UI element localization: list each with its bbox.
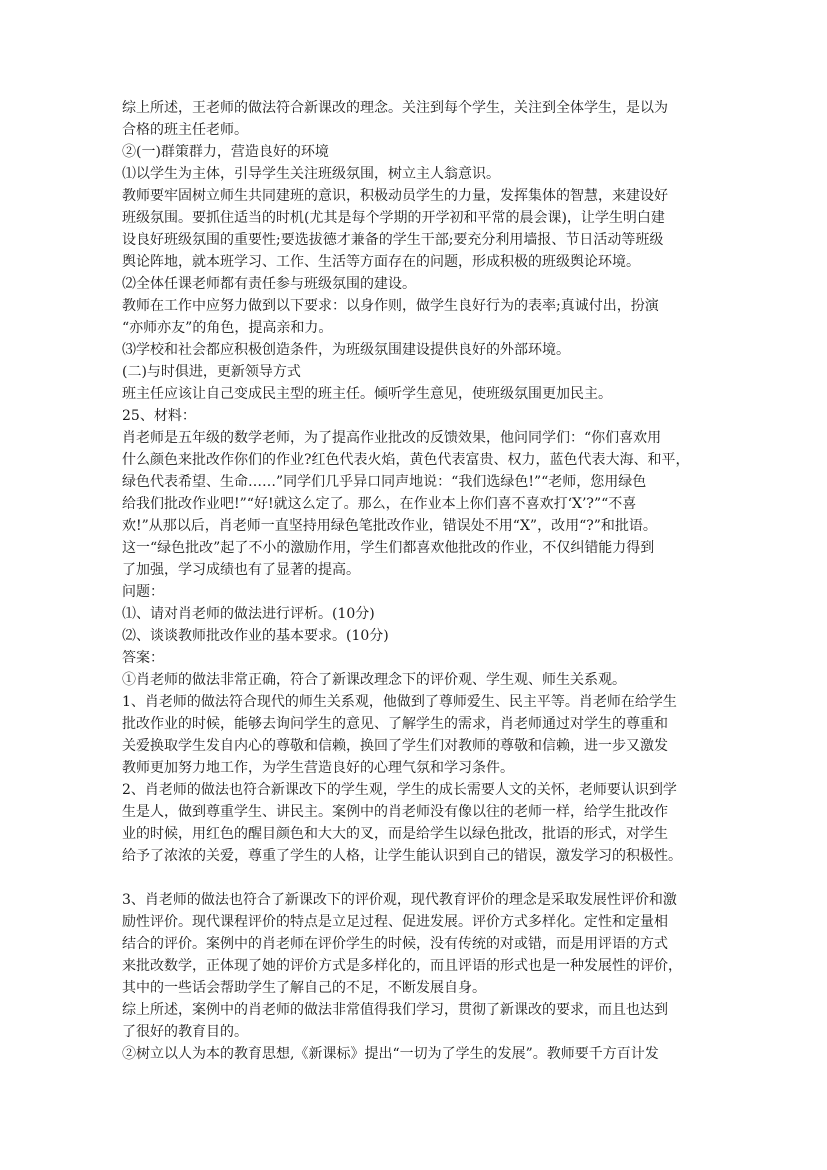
- text-line: 2、肖老师的做法也符合新课改下的学生观，学生的成长需要人文的关怀，老师要认识到学: [122, 782, 677, 798]
- text-line: 设良好班级氛围的重要性;要选拔德才兼备的学生干部;要充分利用墙报、节日活动等班级: [122, 232, 664, 248]
- text-line: 综上所述，案例中的肖老师的做法非常值得我们学习，贯彻了新课改的要求，而且也达到: [122, 1002, 668, 1018]
- text-line: 来批改数学，正体现了她的评价方式是多样化的，而且评语的形式也是一种发展性的评价，: [122, 958, 682, 974]
- text-line: 了很好的教育目的。: [122, 1024, 248, 1040]
- text-line: 问题：: [122, 584, 164, 600]
- text-line: ②(一)群策群力，营造良好的环境: [122, 144, 329, 160]
- text-line: 1、肖老师的做法符合现代的师生关系观，他做到了尊师爱生、民主平等。肖老师在给学生: [122, 694, 677, 710]
- text-line: (二)与时俱进，更新领导方式: [122, 364, 301, 380]
- text-line: 欢!”从那以后，肖老师一直坚持用绿色笔批改作业，错误处不用“X”，改用“?”和批语。: [122, 518, 657, 534]
- text-line: 绿色代表希望、生命……”同学们几乎异口同声地说：“我们选绿色!”“老师，您用绿色: [122, 474, 647, 490]
- text-line: 合格的班主任老师。: [122, 122, 248, 138]
- text-line: 生是人，做到尊重学生、讲民主。案例中的肖老师没有像以往的老师一样，给学生批改作: [122, 804, 668, 820]
- text-line: 给我们批改作业吧!”“好!就这么定了。那么，在作业本上你们喜不喜欢打‘X’?”“不喜: [122, 496, 637, 512]
- text-line: ②树立以人为本的教育思想,《新课标》提出“一切为了学生的发展”。教师要千方百计发: [122, 1046, 659, 1062]
- text-line: 3、肖老师的做法也符合了新课改下的评价观，现代教育评价的理念是采取发展性评价和激: [122, 892, 677, 908]
- text-line: ⑶学校和社会都应积极创造条件，为班级氛围建设提供良好的外部环境。: [122, 342, 570, 358]
- text-line: 肖老师是五年级的数学老师，为了提高作业批改的反馈效果，他问同学们：“你们喜欢用: [122, 430, 662, 446]
- text-line: ⑵全体任课老师都有责任参与班级氛围的建设。: [122, 276, 416, 292]
- document-body: [122, 97, 712, 1065]
- text-line: ⑴以学生为主体，引导学生关注班级氛围，树立主人翁意识。: [122, 166, 500, 182]
- text-line: 答案：: [122, 650, 164, 666]
- text-line: “亦师亦友”的角色，提高亲和力。: [122, 320, 333, 336]
- text-line: 教师在工作中应努力做到以下要求：以身作则，做学生良好行为的表率;真诚付出，扮演: [122, 298, 659, 314]
- text-line: 教师更加努力地工作，为学生营造良好的心理气氛和学习条件。: [122, 760, 514, 776]
- text-line: 了加强，学习成绩也有了显著的提高。: [122, 562, 360, 578]
- text-line: 这一“绿色批改”起了不小的激励作用，学生们都喜欢他批改的作业，不仅纠错能力得到: [122, 540, 655, 556]
- text-line: 给予了浓浓的关爱，尊重了学生的人格，让学生能认识到自己的错误，激发学习的积极性。: [122, 848, 682, 864]
- text-line: 关爱换取学生发自内心的尊敬和信赖，换回了学生们对教师的尊敬和信赖，进一步又激发: [122, 738, 668, 754]
- text-line: ⑴、请对肖老师的做法进行评析。(10分): [122, 606, 375, 622]
- text-line: 批改作业的时候，能够去询问学生的意见、了解学生的需求，肖老师通过对学生的尊重和: [122, 716, 668, 732]
- text-line: 25、材料：: [122, 408, 196, 424]
- text-line: ⑵、谈谈教师批改作业的基本要求。(10分): [122, 628, 389, 644]
- text-line: 其中的一些话会帮助学生了解自己的不足，不断发展自身。: [122, 980, 486, 996]
- text-line: 综上所述，王老师的做法符合新课改的理念。关注到每个学生，关注到全体学生，是以为: [122, 100, 668, 116]
- text-line: 什么颜色来批改作你们的作业?红色代表火焰，黄色代表富贵、权力，蓝色代表大海、和平，: [122, 452, 690, 468]
- text-line: 教师要牢固树立师生共同建班的意识，积极动员学生的力量，发挥集体的智慧，来建设好: [122, 188, 668, 204]
- text-line: 班级氛围。要抓住适当的时机(尤其是每个学期的开学初和平常的晨会课)，让学生明白建: [122, 210, 665, 226]
- text-line: 励性评价。现代课程评价的特点是立足过程、促进发展。评价方式多样化。定性和定量相: [122, 914, 668, 930]
- blank-line: [122, 867, 712, 889]
- text-line: 业的时候，用红色的醒目颜色和大大的叉，而是给学生以绿色批改，批语的形式，对学生: [122, 826, 668, 842]
- text-line: 结合的评价。案例中的肖老师在评价学生的时候，没有传统的对或错，而是用评语的方式: [122, 936, 668, 952]
- text-line: ①肖老师的做法非常正确，符合了新课改理念下的评价观、学生观、师生关系观。: [122, 672, 626, 688]
- text-line: 舆论阵地，就本班学习、工作、生活等方面存在的问题，形成积极的班级舆论环境。: [122, 254, 640, 270]
- text-line: 班主任应该让自己变成民主型的班主任。倾听学生意见，使班级氛围更加民主。: [122, 386, 612, 402]
